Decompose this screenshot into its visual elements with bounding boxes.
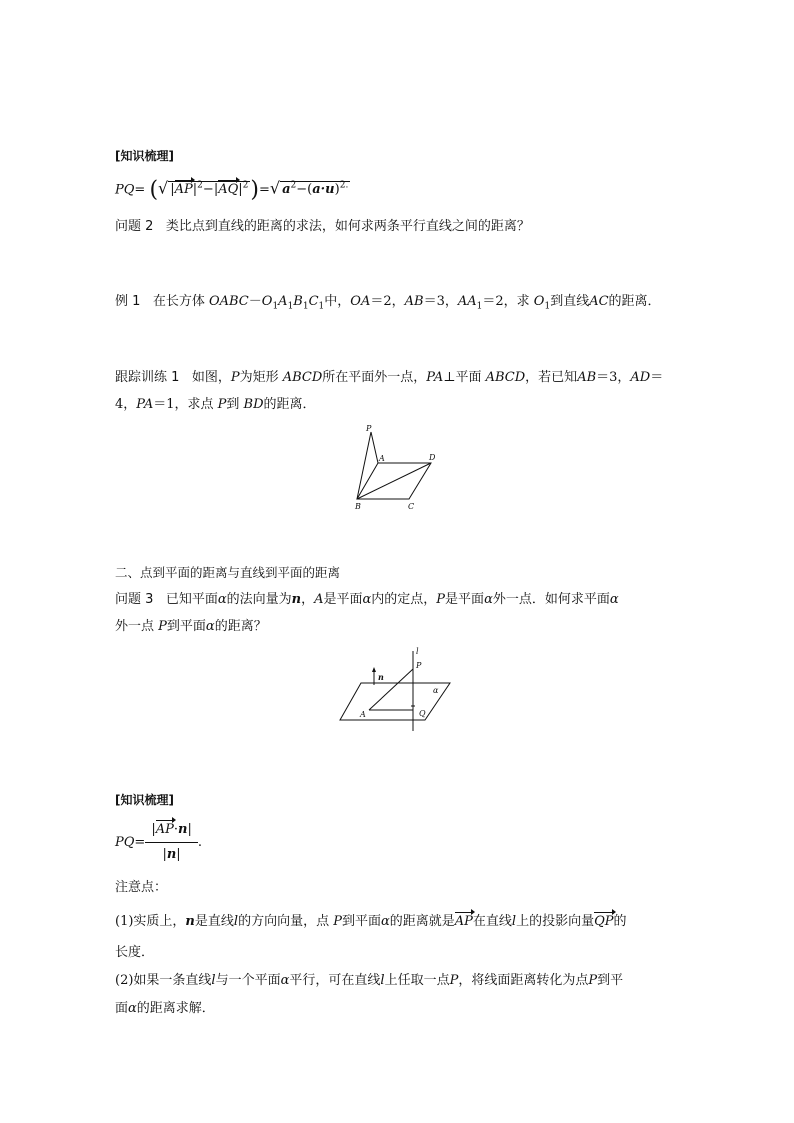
note-2-line-1 [115, 971, 623, 991]
text: ，若已知 [525, 370, 578, 385]
practice-label: 跟踪训练 1 [115, 370, 180, 385]
example-text: 的距离． [608, 294, 661, 309]
text: (1)实质上， [115, 914, 186, 929]
symbol-alpha: α [362, 592, 372, 607]
value-oa: ＝2， [370, 294, 405, 309]
numerator: |AP·n| [145, 820, 198, 843]
period: . [197, 835, 202, 850]
segment-pb-line [357, 432, 371, 499]
subscript: 1 [272, 301, 279, 312]
arrow-head-icon [372, 667, 376, 672]
line-l-symbol: l [233, 914, 239, 929]
label-alpha: α [433, 686, 439, 695]
value-aa1: ＝2，求 [482, 294, 534, 309]
text: 在直线 [472, 914, 512, 929]
figure-pyramid-rectangle [345, 418, 455, 518]
segment-ab: AB [404, 294, 424, 309]
sqrt-sign: √ [269, 178, 281, 198]
question-3-line-1 [115, 590, 619, 610]
segment-oa: OA [350, 294, 371, 309]
vector-ap: AP [175, 180, 193, 200]
text: 到 [226, 397, 244, 412]
knowledge-header-1: [知识梳理] [115, 149, 174, 163]
segment-pa-line [371, 432, 378, 463]
label-a: A [360, 710, 366, 719]
square-period: 2. [339, 181, 349, 191]
sqrt-content-2: $a^2-(a\cdot u)^{2.}$ [282, 181, 349, 198]
value-ab: ＝3， [596, 370, 631, 385]
example-text: 中， [324, 294, 351, 309]
question-label: 问题 2 [115, 219, 154, 234]
vertex-o1: O [533, 294, 545, 309]
square: 2 [290, 181, 297, 191]
label-l: l [416, 647, 419, 656]
vector-n: n [291, 592, 302, 607]
text: 是平面 [323, 592, 363, 607]
example-text: 在长方体 [152, 294, 209, 309]
subscript: 1 [476, 301, 483, 312]
label-b: B [355, 502, 361, 511]
dot: · [173, 822, 178, 837]
figure-plane-normal [335, 643, 460, 733]
minus: − [296, 182, 308, 198]
text: 与一个平面 [215, 973, 281, 988]
text: 到平面 [341, 914, 381, 929]
value-ab: ＝3， [423, 294, 458, 309]
segment-bd: BD [243, 397, 264, 412]
segment-ac: AC [589, 294, 609, 309]
practice-1-line-2 [115, 395, 316, 415]
label-d: D [429, 453, 436, 462]
point-a: A [314, 592, 324, 607]
point-p: P [333, 914, 342, 929]
text: 上任取一点 [384, 973, 450, 988]
symbol-alpha: α [609, 592, 619, 607]
label-c: C [408, 502, 415, 511]
subscript: 1 [302, 301, 309, 312]
text: 如图， [191, 370, 231, 385]
label-n: n [378, 672, 384, 682]
text: 的距离． [263, 397, 316, 412]
text: ， [301, 592, 315, 607]
segment-pa: PA [426, 370, 444, 385]
example-text: 到直线 [550, 294, 590, 309]
note-2-line-2 [115, 999, 215, 1019]
line-l-symbol: l [380, 973, 385, 988]
text: 上的投影向量 [516, 914, 595, 929]
point-p: P [449, 973, 459, 988]
vector-n: n [177, 822, 188, 837]
point-p: P [588, 973, 598, 988]
text: 是直线 [194, 914, 234, 929]
symbol-alpha: α [205, 619, 215, 634]
text: 所在平面外一点， [322, 370, 427, 385]
distance-formula-2 [115, 820, 202, 865]
segment-ap [369, 669, 413, 710]
question-2 [115, 217, 530, 237]
vector-n: n [166, 847, 177, 862]
text: 平行，可在直线 [289, 973, 381, 988]
text: 到平面 [166, 619, 206, 634]
text: 面 [115, 1001, 129, 1016]
text: 是平面 [445, 592, 485, 607]
note-1-line-2: 长度． [115, 945, 155, 960]
square: 2 [197, 181, 203, 191]
label-p: P [366, 424, 372, 433]
line-l-symbol: l [511, 914, 517, 929]
example-label: 例 1 [115, 294, 141, 309]
symbol-alpha: α [380, 914, 390, 929]
rect-abcd: ABCD [485, 370, 526, 385]
symbol-alpha: α [484, 592, 493, 607]
vector-a: a [282, 182, 291, 198]
text: 到平 [597, 973, 624, 988]
note-1-line-1 [115, 912, 627, 932]
open-paren: ( [149, 177, 159, 203]
practice-1-line-1 [115, 368, 663, 388]
vertex-o1: O [261, 294, 273, 309]
label-q: Q [419, 709, 426, 718]
point-p: P [436, 592, 446, 607]
segment-aa1: AA [457, 294, 477, 309]
text: 外一点 [115, 619, 159, 634]
text: ，将线面距离转化为点 [458, 973, 589, 988]
subscript: 1 [287, 301, 294, 312]
segment-ad: AD [630, 370, 651, 385]
text: 的距离就是 [389, 914, 455, 929]
text: 的 [613, 914, 627, 929]
text: 的距离求解． [136, 1001, 215, 1016]
rect-abcd: ABCD [282, 370, 323, 385]
text: 的方向向量，点 [238, 914, 334, 929]
subscript: 1 [544, 301, 551, 312]
section-title: 二、点到平面的距离与直线到平面的距离 [115, 565, 341, 580]
vertex-a1: A [278, 294, 288, 309]
point-p: P [158, 619, 167, 634]
notes-title: 注意点： [115, 880, 168, 895]
point-p: P [230, 370, 240, 385]
label-a: A [379, 454, 385, 463]
line-l-symbol: l [211, 973, 216, 988]
symbol-alpha: α [280, 973, 290, 988]
point-p: P [217, 397, 227, 412]
vector-ap: AP [156, 820, 174, 840]
vector-aq: AQ [218, 180, 238, 200]
text: 4， [115, 397, 137, 412]
subscript: 1 [318, 301, 325, 312]
question-3-line-2 [115, 617, 267, 637]
symbol-alpha: α [217, 592, 227, 607]
formula-lhs: PQ= [115, 835, 146, 850]
formula-lhs: PQ= [115, 182, 146, 198]
text: 的距离？ [214, 619, 267, 634]
text: 内的定点， [371, 592, 437, 607]
segment-ab: AB [577, 370, 597, 385]
close-paren: ) [250, 177, 259, 203]
dash: － [248, 294, 262, 309]
vector-qp: QP [594, 912, 613, 932]
equals: = [258, 182, 270, 198]
question-label: 问题 3 [115, 592, 154, 607]
text: ⊥平面 [443, 370, 486, 385]
vector-ap: AP [455, 912, 473, 932]
text: (2)如果一条直线 [115, 973, 212, 988]
sqrt-content: $|AP|^2-|AQ|^2$ [168, 181, 250, 197]
vertex-c1: C [308, 294, 319, 309]
value-ad: ＝ [650, 370, 664, 385]
distance-formula-1 [115, 176, 350, 203]
fraction [145, 820, 198, 865]
knowledge-header-2: [知识梳理] [115, 793, 174, 807]
example-1 [115, 292, 661, 317]
minus: − [202, 182, 214, 198]
question-text: 类比点到直线的距离的求法，如何求两条平行直线之间的距离？ [165, 219, 530, 234]
square: 2 [242, 181, 249, 191]
text: 外一点．如何求平面 [492, 592, 610, 607]
vertex-b1: B [293, 294, 303, 309]
symbol-alpha: α [128, 1001, 137, 1016]
label-p: P [416, 661, 422, 670]
text: ＝1，求点 [153, 397, 218, 412]
text: 为矩形 [239, 370, 283, 385]
dot-product-au: a·u [312, 182, 335, 198]
segment-pa: PA [136, 397, 154, 412]
vector-n: n [185, 914, 195, 929]
denominator: |n| [162, 847, 181, 862]
text: 已知平面 [165, 592, 218, 607]
solid-name: OABC [208, 294, 249, 309]
sqrt-sign: √ [158, 178, 169, 198]
text: 的法向量为 [226, 592, 292, 607]
